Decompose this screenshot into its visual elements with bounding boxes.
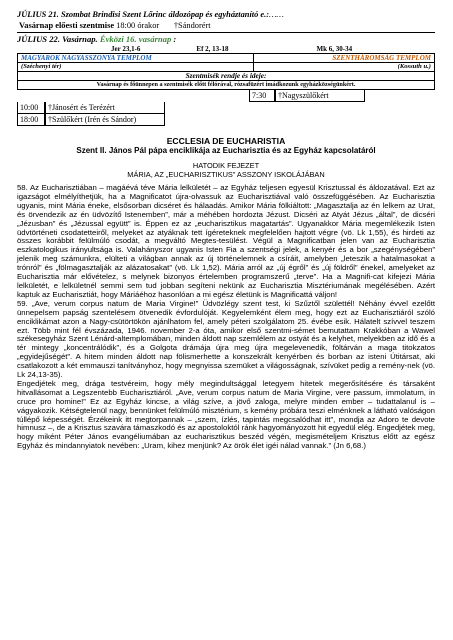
sunday-date: JÚLIUS 22. Vasárnap. [17,34,98,44]
church-right-name: SZENTHÁROMSÁG TEMPLOM [253,54,434,63]
time-row-c [17,114,435,126]
vigil-mass-line [19,21,435,31]
article-subtitle: Szent II. János Pál pápa enciklikája az Eucharisztia és az Egyház kapcsolatáról [76,146,376,155]
church-left-address: (Széchenyi tér) [18,63,254,72]
time-c: 18:00 [17,114,45,126]
article-title: ECCLESIA DE EUCHARISTIA [166,136,286,146]
article-title-block [17,136,435,156]
liturgical-day: Évközi 16. vasárnap [97,34,172,44]
sunday-line [17,34,435,45]
church-left-name: MAGYAROK NAGYASSZONYA TEMPLOM [18,54,254,63]
rosary-note: Vasárnap és főünnepen a szentmisék előtt félórával, rózsafüzért imádkozunk egyházközségünkért. [18,81,435,90]
schedule-title: Szentmisék rendje és ideje: [18,72,435,81]
divider [17,32,435,33]
schedule-row [18,72,435,81]
intention-b: †Jánosért és Terézért [45,102,165,114]
bulletin-page [17,10,435,451]
time-a: 7:30 [249,90,275,102]
saturday-text: JÚLIUS 21. Szombat Brindisi Szent Lőrinc áldozópap és egyháztanító e.: [17,10,269,19]
time-row-a [249,90,435,102]
churches-row [18,54,435,63]
chapter-number: HATODIK FEJEZET [192,161,260,170]
mass-times [17,90,435,126]
vigil-mass-time: 18:00 órakor [114,21,160,30]
readings-line [17,45,435,53]
mass-table [17,53,435,90]
note-row [18,81,435,90]
paragraph-60: Engedjétek meg, drága testvéreim, hogy mély megindultsággal letegyem hitetek megerősítésére és társaként hitvallásomat a Legszentebb Eucharisztiáról. „Ave, verum corpus natum de Maria Virgine, vere passum, immolatum, in cruce pro homine!” Ez az Egyház kincse, a világ szíve, a jövő zaloga, melyre minden ember – tudattalanul is – vágyakozik. Kétségtelenül nagy, bennünket felülmúló misztérium, s kemény próbára teszi elménknek a látható valóságon túllépő képességét. Érzékeink itt megtorpannak – „szem, ízlés, tapintás megcsalódhat itt”, mondja az Adoro te devote himnusz –, de a Krisztus szavára támaszkodó és az apostoloktól ránk hagyományozott hit egyedül elég. Engedjétek meg, hogy miként Péter János evangéliumában az eucharisztikus beszéd végén, megismételjem Krisztus előtt az egész Egyház és mindannyiatok nevében: „Uram, kihez menjünk? Az örök élet igéi nálad vannak.” (Jn 6,68.) [17,378,435,451]
vigil-mass-label: Vasárnap előesti szentmise [19,21,115,30]
paragraph-58: 58. Az Eucharisztiában – magáévá téve Mária lelkületét – az Egyház teljesen egyesül Krisztussal és áldozatával. Ezt az igazságot elmélyíthetjük, ha a Magnificatot újra-olvassuk az Eucharisztiával való összefüggésében. Az Eucharisztia ugyanis, mint Mária éneke, elsősorban dicséret és hálaadás. Amikor Mária fölkiáltott: „Magasztalja az én lelkem az Urat, és örvendezik az én üdvözítő Istenemben”, már a méhében hordozta Jézust. Dicséri az Atyát Jézus „által”, de dicséri „Jézusban” és „Jézussal együtt” is. Éppen ez az „eucharisztikus magatartás”. Ugyanakkor Mária megemlékezik Isten üdvtörténeti csodatetteiről, melyeket az atyáknak tett ígéreteknek megfelelően hajtott végre (vö. Lk 1,55), és hirdeti az összes korábbit felülmúló csodát, a megváltó Megtes-tesülést. Végül a Magnificatban jelen van az Eucharisztia eszkatologikus irányultsága is. Valahányszor ugyanis Isten Fia a szentségi jelek, a kenyér és a bor „szegénységében” jelenik meg számunkra, elülteti a világban annak az új történelemnek a csíráit, amelyben „leteszik a hatalmasokat a trónról” és „fölmagasztalják az alázatosakat” (vö. Lk 1,52). Mária arról az „új égről” és „új földről” énekel, amelyeket az Eucharisztia már elővételez, s melynek bizonyos értelemben programszerű „terve”. Ha a Magnifi-cat kifejezi Mária lelkületét, e lelkületnél semmi sem tud jobban segíteni nekünk az Eucharisztia Misztériumának megélésében. Azért kaptuk az Eucharisztiát, hogy Máriáéhoz hasonlóan a mi egész életünk is Magnificattá váljon! [17,183,435,299]
reading-1: Jer 23,1-6 [111,45,141,53]
church-right-address: (Kossuth u.) [253,63,434,72]
sunday-colon: : [171,34,177,44]
article-body [17,184,435,451]
time-row-b [17,102,435,114]
vigil-mass-intention: †Sándorért [173,21,211,30]
saturday-dots: …… [268,10,284,19]
time-b: 10:00 [17,102,45,114]
reading-3: Mk 6, 30-34 [316,45,353,53]
chapter-block [17,161,435,179]
saturday-line [17,10,435,20]
intention-a: †Nagyszülőkért [275,90,365,102]
chapter-title: MÁRIA, AZ „EUCHARISZTIKUS” ASSZONY ISKOLÁJÁBAN [127,170,325,179]
paragraph-59: 59. „Ave, verum corpus natum de Maria Virgine!” Üdvözlégy szent test, ki Szűztől születtél! Néhány évvel ezelőtt ünnepelsem papság szentelésem ötvenedik évfordulóját. Kegyelemként élem meg, hogy ezt az Eucharisztiáról szóló enciklikámat azon a Nagy-csütörtökön ajánlhatom fel, amely péteri szolgálatom 25. évébe esik. Hálatelt szívvel teszem ezt. Több mint fél évszázada, 1946. november 2-a óta, amikor első szentmi-sémet bemutattam Krakkóban a Wawel székesegyház Szent Lénárd-altemplomában, minden áldott nap szemlélem az ostyát és a kelyhet, melyekben az idő és a tér mintegy „koncentrálódik”, és a Golgota drámája újra meg újra megelevenedik, föltárván a maga titokzatos „egyidejűségét”. A hitem minden áldott nap fölismerhette a konszekrált kenyérben és borban az isteni Útitársat, aki csatlakozott a két emmauszi tanítványhoz, hogy megnyissa szemüket a világosságnak, szívüket pedig a remény-nek (vö. Lk 24,13-35). [17,298,435,380]
reading-2: Ef 2, 13-18 [196,45,229,53]
intention-c: †Szülőkért (Irén és Sándor) [45,114,165,126]
